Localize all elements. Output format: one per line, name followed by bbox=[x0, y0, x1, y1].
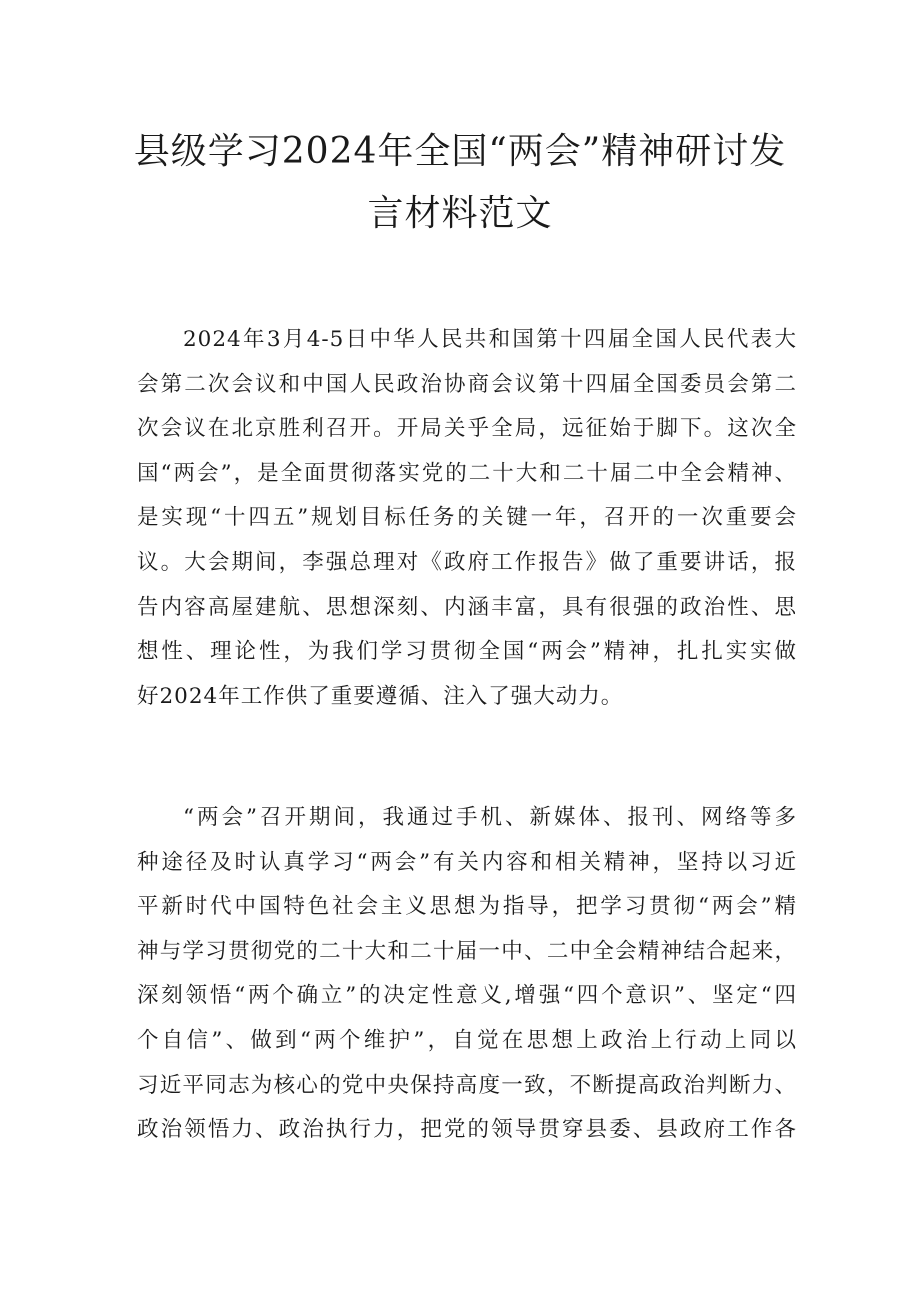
paragraph-1-line-6: 议。大会期间，李强总理对《政府工作报告》做了重要讲话，报 bbox=[137, 549, 797, 575]
paragraph-2-line-8: 政治领悟力、政治执行力，把党的领导贯穿县委、县政府工作各 bbox=[137, 1117, 797, 1143]
paragraph-1-line-1: 2024年3月4-5日中华人民共和国第十四届全国人民代表大 bbox=[183, 327, 797, 352]
paragraph-1-line-8: 想性、理论性，为我们学习贯彻全国“两会”精神，扎扎实实做 bbox=[137, 639, 797, 665]
paragraph-2-line-2: 种途径及时认真学习“两会”有关内容和相关精神，坚持以习近 bbox=[137, 849, 797, 875]
paragraph-1-line-9: 好2024年工作供了重要遵循、注入了强大动力。 bbox=[137, 683, 624, 709]
paragraph-1-line-2: 会第二次会议和中国人民政治协商会议第十四届全国委员会第二 bbox=[137, 371, 797, 397]
paragraph-2-line-1: “两会”召开期间，我通过手机、新媒体、报刊、网络等多 bbox=[183, 805, 797, 830]
paragraph-2 bbox=[137, 796, 797, 1153]
paragraph-1-line-4: 国“两会”，是全面贯彻落实党的二十大和二十届二中全会精神、 bbox=[137, 460, 797, 486]
paragraph-2-line-5: 深刻领悟“两个确立”的决定性意义,增强“四个意识”、坚定“四 bbox=[137, 983, 797, 1009]
paragraph-2-line-7: 习近平同志为核心的党中央保持高度一致，不断提高政治判断力、 bbox=[137, 1072, 797, 1098]
document-title-line-1: 县级学习2024年全国“两会”精神研讨发 bbox=[133, 131, 787, 172]
paragraph-2-line-4: 神与学习贯彻党的二十大和二十届一中、二中全会精神结合起来， bbox=[137, 938, 797, 964]
paragraph-1-line-7: 告内容高屋建航、思想深刻、内涵丰富，具有很强的政治性、思 bbox=[137, 594, 797, 620]
paragraph-2-line-3: 平新时代中国特色社会主义思想为指导，把学习贯彻“两会”精 bbox=[137, 894, 797, 920]
paragraph-1-line-3: 次会议在北京胜利召开。开局关乎全局，远征始于脚下。这次全 bbox=[137, 416, 797, 442]
document-title-line-2: 言材料范文 bbox=[367, 193, 553, 234]
paragraph-2-line-6: 个自信”、做到“两个维护”，自觉在思想上政治上行动上同以 bbox=[137, 1027, 797, 1053]
paragraph-1-line-5: 是实现“十四五”规划目标任务的关键一年，召开的一次重要会 bbox=[137, 505, 797, 531]
paragraph-1 bbox=[137, 318, 797, 719]
